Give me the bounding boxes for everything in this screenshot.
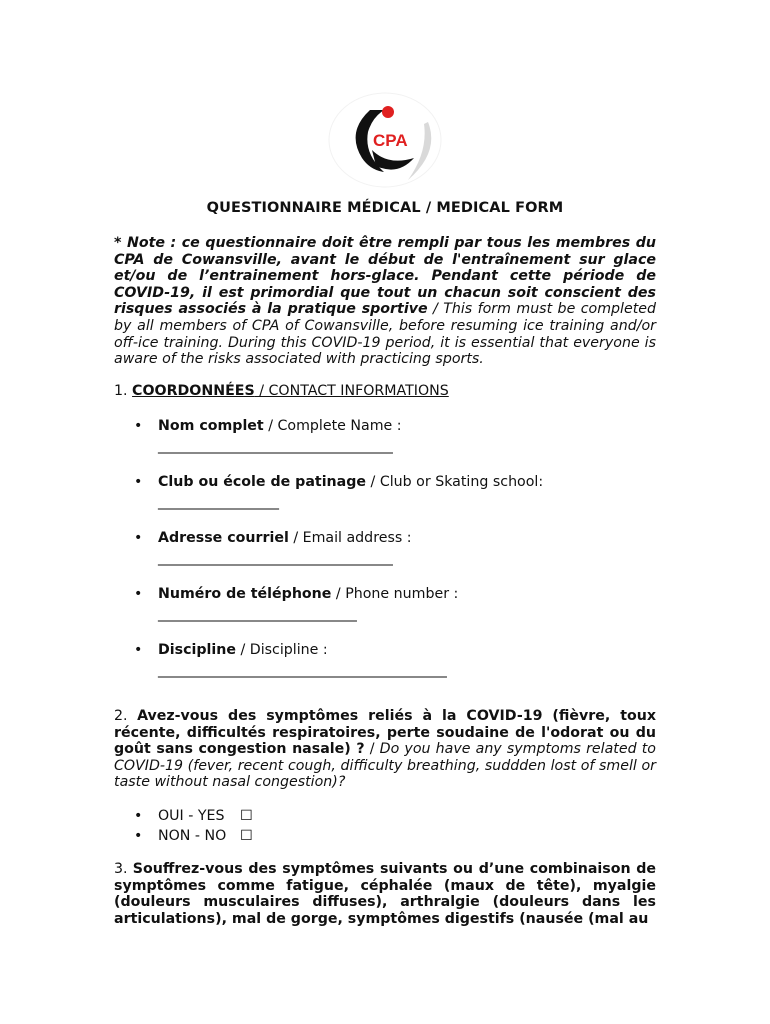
page-title: QUESTIONNAIRE MÉDICAL / MEDICAL FORM [206,200,564,216]
no-checkbox[interactable]: ☐ [240,828,253,844]
field-label-fr: Nom complet [158,418,264,434]
bullet-icon: • [134,418,143,434]
field-label-fr: Adresse courriel [158,530,289,546]
field-label-en: / Phone number : [331,586,459,602]
bullet-icon: • [134,530,143,546]
question2-french: Avez-vous des symptômes reliés à la COVID-19 (fièvre, toux récente, difficultés respiratoires, perte soudaine de l'odorat ou du goût sans congestion nasale) ? [114,708,657,758]
option-no-label: NON - NO [158,828,227,844]
discipline-input-line[interactable]: ________________________________________________ [158,662,446,678]
section1-number: 1. [114,383,133,399]
field-label-en: / Discipline : [235,642,328,658]
option-yes-label: OUI - YES [158,808,225,824]
note-paragraph [114,235,656,368]
field-label-fr: Discipline [158,642,236,658]
question-3 [114,861,656,927]
full-name-input-line[interactable]: _______________________________________ [158,438,392,454]
cpa-logo [328,92,442,188]
field-label-en: / Club or Skating school: [366,474,544,490]
section1-heading-fr: COORDONNÉES [132,383,255,399]
note-separator: / [427,301,444,318]
logo-text: CPA [373,131,408,150]
question3-number: 3. [114,861,133,877]
field-label-en: / Email address : [288,530,412,546]
logo-dot-icon [382,106,394,118]
question2-separator: / [364,741,380,758]
section1-heading [114,383,449,399]
bullet-icon: • [134,828,143,844]
question-2 [114,708,656,791]
note-english: This form must be completed by all members of CPA of Cowansville, before resuming ice training and/or off-ice training. During this COVID-19 period, it is essential that everyone is aware of the risks associated with practicing sports. [114,301,656,368]
question2-number: 2. [114,708,138,724]
question2-english: Do you have any symptoms related to COVID-19 (fever, recent cough, difficulty breathing, suddden lost of smell or taste without nasal congestion)? [114,741,656,791]
phone-input-line[interactable]: _________________________________ [158,606,356,622]
field-label-fr: Club ou école de patinage [158,474,367,490]
bullet-icon: • [134,474,143,490]
email-input-line[interactable]: _______________________________________ [158,550,392,566]
bullet-icon: • [134,642,143,658]
note-french: * Note : ce questionnaire doit être rempli par tous les membres du CPA de Cowansville, avant le début de l'entraînement sur glace et/ou de l’entrainement hors-glace. Pendant cette période de COVID-19, il est primordial que tout un chacun soit conscient des risques associés à la pratique sportive [114,235,656,318]
field-label-fr: Numéro de téléphone [158,586,332,602]
bullet-icon: • [134,586,143,602]
field-label-en: / Complete Name : [263,418,402,434]
section1-heading-en: / CONTACT INFORMATIONS [254,383,449,399]
question3-french: Souffrez-vous des symptômes suivants ou d’une combinaison de symptômes comme fatigue, céphalée (maux de tête), myalgie (douleurs musculaires diffuses), arthralgie (douleurs dans les articulations), mal de gorge, symptômes digestifs (nausée (mal au [114,861,657,927]
bullet-icon: • [134,808,143,824]
yes-checkbox[interactable]: ☐ [240,808,253,824]
skating-club-input-line[interactable]: ____________________ [158,494,278,510]
